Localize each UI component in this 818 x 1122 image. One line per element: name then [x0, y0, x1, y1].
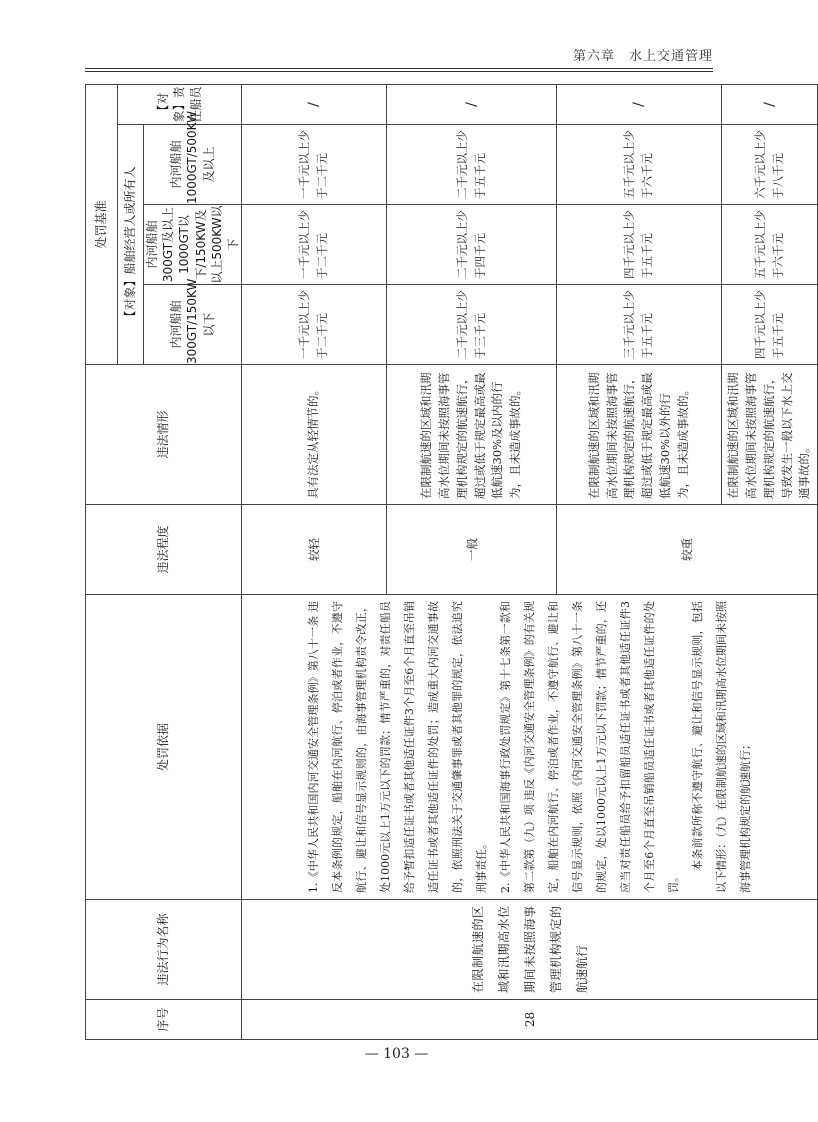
violation-name-cell: 在限制航速的区域和汛期高水位期间未按照海事管理机构规定的航速航行 [242, 900, 818, 1000]
circumstance-cell: 在限制航速的区域和汛期高水位期间未按照海事管理机构规定的航速航行，导致发生一般以下水上交通事故的。 [722, 365, 818, 505]
header-owner-col2: 内河船舶300GT及以上1000GT以下/150KW及以上500KW以下 [145, 205, 240, 284]
responsible-cell: / [722, 84, 818, 124]
basis-cell [242, 595, 818, 900]
penalty-cell-col2: 二千元以上少于四千元 [387, 205, 557, 285]
responsible-cell: / [557, 84, 722, 124]
header-violation-name: 违法行为名称 [86, 900, 242, 1000]
degree-cell: 较重 [557, 505, 818, 595]
responsible-cell: / [242, 84, 387, 124]
chapter-label: 第六章 [572, 49, 615, 64]
seq-cell: 28 [242, 1000, 818, 1040]
penalty-cell-col3: 二千元以上少于五千元 [387, 125, 557, 205]
page-number: — 103 — [364, 1046, 429, 1062]
basis-para-3: 本条前款所称不遵守航行、避让和信号显示规则，包括以下情形：（九）在限制航速的区域和汛期高水位期间未按照海事管理机构规定的航速航行； [690, 601, 752, 893]
header-owner-group: 【对象】船舶经营人或所有人 [118, 125, 144, 365]
responsible-cell: / [387, 84, 557, 124]
degree-cell: 较轻 [242, 505, 387, 595]
header-standard: 处罚基准 [86, 84, 118, 364]
header-rule-thin [85, 71, 713, 72]
header-circumstance: 违法情形 [86, 365, 242, 505]
circumstance-cell: 具有法定从轻情节的。 [242, 365, 387, 505]
degree-cell: 一般 [387, 505, 557, 595]
penalty-cell-col3: 五千元以上少于六千元 [557, 125, 722, 205]
table-row [242, 84, 387, 1039]
penalty-cell-col2: 五千元以上少于六千元 [722, 205, 818, 285]
penalty-cell-col2: 一千元以上少于二千元 [242, 205, 387, 285]
penalty-table [85, 84, 818, 1040]
header-basis: 处罚依据 [86, 595, 242, 900]
penalty-cell-col1: 三千元以上少于五千元 [557, 285, 722, 365]
basis-para-1: 1.《中华人民共和国内河交通安全管理条例》第八十一条 违反本条例的规定，船舶在内河航行、停泊或者作业，不遵守航行、避让和信号显示规则的，由海事管理机构责令改正，处1000元以上1万元以下的罚款；情节严重的，对责任船员给予暂扣适任证书或者其他适任证件3个月至6个月直至吊销适任证书或者其他适任证件的处罚；造成重大内河交通事故的，依照刑法关于交通肇事罪或者其他罪的规定，依法追究刑事责任。 [306, 601, 488, 893]
basis-para-2: 2.《中华人民共和国海事行政处罚规定》第十七条第一款和第二款第（九）项 违反《内河交通安全管理条例》的有关规定，船舶在内河航行、停泊或者作业，不遵守航行、避让和信号显示规则，依照《内河交通安全管理条例》第八十一条的规定，处以1000元以上1万元以下罚款；情节严重的，还应当对责任船员给予扣留船员适任证书或者其他适任证件3个月至6个月直至吊销船员适任证书或者其他适任证件的处罚。 [498, 601, 680, 893]
circumstance-cell: 在限制航速的区域和汛期高水位期间未按照海事管理机构规定的航速航行，超过或低于规定最高或最低航速30%以外的行为，且未造成事故的。 [557, 365, 722, 505]
page-header [573, 45, 713, 64]
penalty-cell-col2: 四千元以上少于五千元 [557, 205, 722, 285]
header-owner-col1: 内河船舶300GT/150KW以下 [144, 285, 242, 365]
circumstance-cell: 在限制航速的区域和汛期高水位期间未按照海事管理机构规定的航速航行，超过或低于规定最高或最低航速30%及以内的行为，且未造成事故的。 [387, 365, 557, 505]
chapter-title: 水上交通管理 [628, 49, 713, 64]
penalty-cell-col3: 一千元以上少于二千元 [242, 125, 387, 205]
header-degree: 违法程度 [86, 505, 242, 595]
penalty-cell-col1: 一千元以上少于二千元 [242, 285, 387, 365]
penalty-cell-col1: 二千元以上少于三千元 [387, 285, 557, 365]
penalty-cell-col3: 六千元以上少于八千元 [722, 125, 818, 205]
header-responsible: 【对象】责任船员 [118, 84, 242, 124]
header-owner-col3: 内河船舶1000GT/500KW及以上 [144, 125, 242, 205]
rotated-table-wrapper [85, 85, 812, 1040]
header-rule [85, 68, 713, 69]
header-seq: 序号 [86, 1000, 242, 1040]
penalty-cell-col1: 四千元以上少于五千元 [722, 285, 818, 365]
